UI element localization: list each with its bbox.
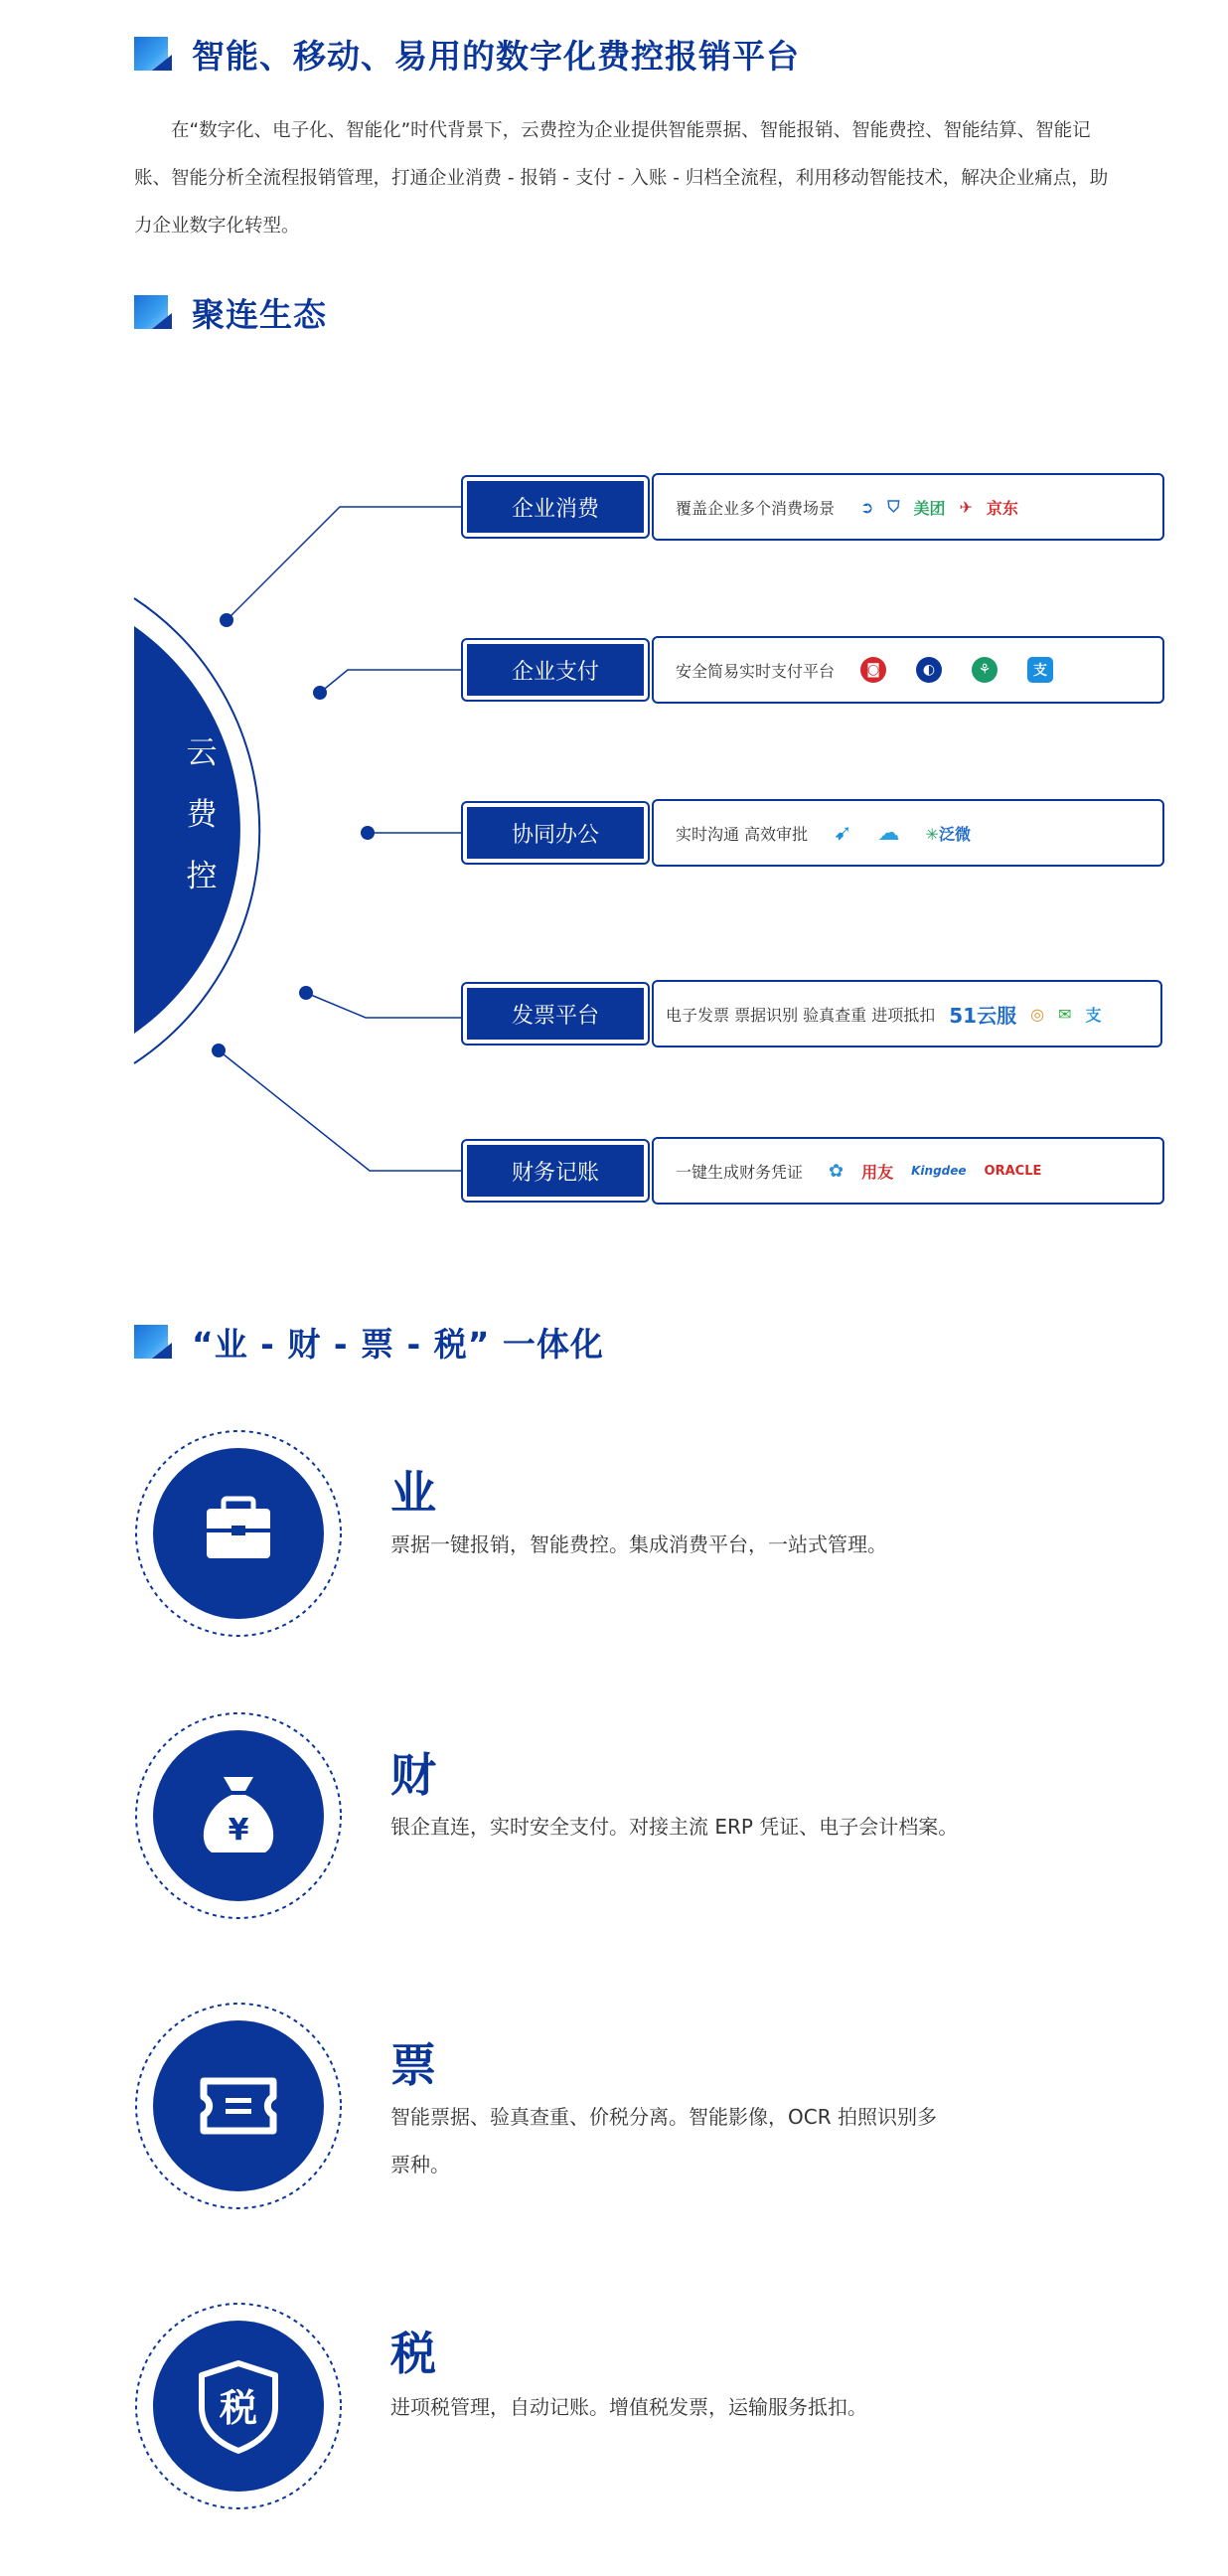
ccb-bank-icon: ◐	[916, 657, 942, 683]
invoice-seal-icon: ◎	[1030, 1004, 1045, 1024]
section-title-ecosystem	[134, 292, 327, 332]
feature-desc: 银企直连，实时安全支付。对接主流 ERP 凭证、电子会计档案。	[390, 1815, 959, 1839]
eco-button-label: 发票平台	[467, 988, 644, 1040]
eco-button-accounting[interactable]	[461, 1139, 650, 1203]
eco-desc: 安全简易实时支付平台	[676, 661, 836, 681]
feature-desc: 票据一键报销，智能费控。集成消费平台，一站式管理。	[390, 1532, 887, 1556]
section-marker-icon	[134, 1325, 172, 1359]
feature-desc: 智能票据、验真查重、价税分离。智能影像，OCR 拍照识别多票种。	[390, 2105, 937, 2176]
abc-bank-icon: ⚘	[972, 657, 998, 683]
oracle-logo: ORACLE	[984, 1163, 1042, 1179]
wechat-icon: ✉	[1058, 1004, 1072, 1024]
section-title-platform	[134, 34, 800, 74]
51yunfu-logo: 51云服	[949, 1003, 1017, 1028]
center-char: 云	[186, 735, 218, 771]
eco-button-consumption[interactable]	[461, 475, 650, 539]
tax-shield-icon	[134, 2302, 343, 2510]
money-bag-icon	[134, 1711, 343, 1920]
feature-title: 税	[390, 2327, 436, 2380]
connector-dot	[299, 986, 313, 1000]
center-char: 费	[186, 797, 218, 833]
section-marker-icon	[134, 295, 172, 329]
eco-button-label: 协同办公	[467, 807, 644, 859]
eco-button-label: 企业支付	[467, 644, 644, 696]
kingdee-logo: Kingdee	[911, 1164, 967, 1178]
eco-button-invoice[interactable]	[461, 982, 650, 1046]
yonyou-logo: 用友	[861, 1162, 894, 1182]
dingtalk-icon: ➹	[834, 820, 852, 846]
feature-title: 票	[390, 2038, 436, 2092]
connector-dot	[220, 613, 233, 627]
eco-box-collab	[652, 799, 1164, 867]
icbc-bank-icon: ◙	[860, 657, 886, 683]
alipay-icon: 支	[1027, 657, 1053, 683]
chat-bubble-icon: ☁	[877, 820, 900, 846]
section-heading: 智能、移动、易用的数字化费控报销平台	[192, 36, 800, 76]
invoice-logos	[949, 1000, 1101, 1029]
connector-dot	[212, 1044, 226, 1057]
connector-dot	[361, 826, 375, 840]
ticket-icon	[134, 2002, 343, 2210]
shield-logo-icon: ⛉	[887, 497, 900, 516]
collab-logos	[834, 821, 971, 846]
feature-business	[134, 1429, 1128, 1648]
eco-button-collab[interactable]	[461, 801, 650, 865]
chanjet-logo-icon: ✿	[829, 1160, 844, 1182]
airline-logo-icon: ✈	[959, 497, 973, 517]
eco-desc: 实时沟通 高效审批	[676, 824, 809, 844]
partner-logos	[860, 496, 1018, 519]
eco-button-label: 财务记账	[467, 1145, 644, 1197]
feature-tax	[134, 2302, 1128, 2520]
eco-box-payment	[652, 636, 1164, 704]
eco-box-accounting	[652, 1137, 1164, 1205]
jd-logo: 京东	[986, 498, 1018, 518]
accounting-logos	[829, 1160, 1041, 1183]
svg-text:¥: ¥	[228, 1813, 249, 1848]
bank-logos	[860, 657, 1053, 683]
eco-desc: 一键生成财务凭证	[676, 1162, 804, 1182]
intro-paragraph: 在“数字化、电子化、智能化”时代背景下，云费控为企业提供智能票据、智能报销、智能费控、智能结算、智能记账、智能分析全流程报销管理，打通企业消费 - 报销 - 支付 - 入账 - 归档全流程，利用移动智能技术，解决企业痛点，助力企业数字化转型。	[134, 120, 1109, 237]
eco-desc: 电子发票 票据识别 验真查重 进项抵扣	[666, 1005, 936, 1025]
section-heading: “业 - 财 - 票 - 税” 一体化	[192, 1324, 604, 1364]
meituan-logo: 美团	[913, 498, 946, 518]
ecosystem-diagram	[0, 437, 1228, 1232]
eco-box-invoice	[652, 980, 1162, 1047]
eco-button-payment[interactable]	[461, 638, 650, 702]
eco-desc: 覆盖企业多个消费场景	[676, 498, 836, 518]
eco-box-consumption	[652, 473, 1164, 541]
center-char: 控	[186, 859, 218, 894]
feature-desc: 进项税管理，自动记账。增值税发票，运输服务抵扣。	[390, 2395, 867, 2419]
feature-invoice	[134, 2002, 1128, 2220]
connector-dot	[313, 686, 327, 700]
feature-finance	[134, 1711, 1128, 1930]
alipay-icon: 支	[1085, 1005, 1102, 1025]
section-heading: 聚连生态	[192, 294, 327, 334]
fanwei-logo: ✳泛微	[925, 824, 971, 844]
tax-glyph: 税	[219, 2386, 258, 2430]
ctrip-logo-icon: ➲	[860, 497, 874, 517]
section-marker-icon	[134, 37, 172, 71]
feature-title: 业	[390, 1466, 436, 1520]
feature-title: 财	[390, 1748, 436, 1802]
section-title-integration	[134, 1322, 604, 1362]
briefcase-icon	[134, 1429, 343, 1638]
eco-button-label: 企业消费	[467, 481, 644, 533]
fanwei-logo-text: 泛微	[938, 824, 971, 844]
